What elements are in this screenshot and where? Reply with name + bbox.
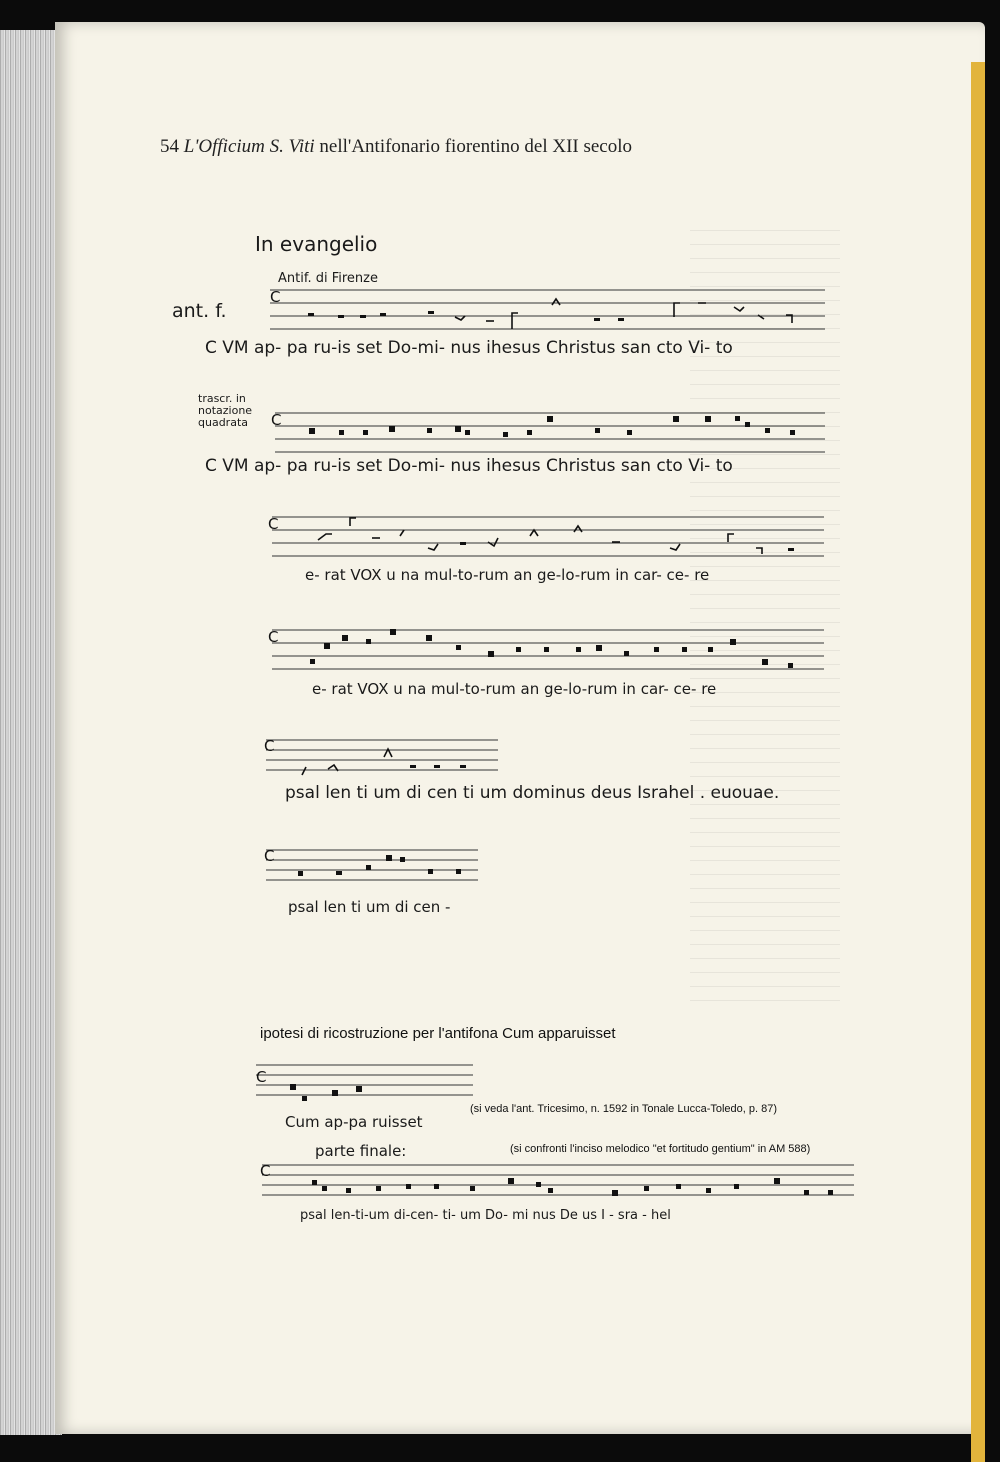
header-title-rest: nell'Antifonario fiorentino del XII secolo bbox=[319, 136, 633, 157]
staff-6 bbox=[262, 845, 482, 890]
lyrics-line-3: e- rat VOX u na mul-to-rum an ge-lo-rum in car- ce- re bbox=[305, 566, 710, 584]
lyrics-line-5: psal len ti um di cen ti um dominus deus Israhel . euouae. bbox=[285, 783, 780, 803]
neumes bbox=[302, 749, 466, 775]
section-heading: In evangelio bbox=[255, 232, 378, 256]
c-clef-icon: C bbox=[270, 288, 281, 306]
square-notes bbox=[290, 1084, 362, 1101]
source-label: Antif. di Firenze bbox=[278, 271, 378, 286]
staff-lines bbox=[272, 517, 824, 556]
next-page-edge bbox=[971, 62, 985, 1462]
c-clef-icon: C bbox=[264, 737, 275, 755]
staff-3 bbox=[262, 512, 830, 562]
c-clef-icon: C bbox=[271, 411, 282, 429]
c-clef-icon: C bbox=[264, 847, 275, 865]
reconstruction-lyric-b: psal len-ti-um di-cen- ti- um Do- mi nus De us I - sra - hel bbox=[300, 1208, 671, 1223]
lyrics-line-2: C VM ap- pa ru-is set Do-mi- nus ihesus Christus san cto Vi- to bbox=[205, 456, 733, 476]
staff-reconstruction-b bbox=[258, 1160, 858, 1208]
header-title-italic: L'Officium S. Viti bbox=[183, 136, 315, 157]
margin-label-line: quadrata bbox=[198, 416, 248, 429]
square-notes bbox=[312, 1178, 833, 1196]
lyrics-line-4: e- rat VOX u na mul-to-rum an ge-lo-rum in car- ce- re bbox=[312, 680, 717, 698]
lyrics-line-6: psal len ti um di cen - bbox=[288, 898, 451, 916]
staff-lines bbox=[256, 1065, 473, 1095]
staff-4 bbox=[262, 625, 830, 677]
c-clef-icon: C bbox=[268, 515, 279, 533]
staff-5 bbox=[262, 735, 502, 780]
staff-1 bbox=[260, 285, 830, 335]
margin-label-antiphon: ant. f. bbox=[172, 300, 227, 322]
square-notes bbox=[310, 629, 793, 668]
reconstruction-lyric-a: Cum ap-pa ruisset bbox=[285, 1113, 423, 1131]
square-notes bbox=[298, 855, 461, 876]
staff-reconstruction-a bbox=[252, 1060, 477, 1108]
page-number: 54 bbox=[160, 136, 179, 157]
margin-label-transcription bbox=[198, 393, 252, 429]
reconstruction-label-b: parte finale: bbox=[315, 1142, 407, 1160]
c-clef-icon: C bbox=[268, 628, 279, 646]
c-clef-icon: C bbox=[260, 1162, 271, 1180]
reconstruction-note-a: (si veda l'ant. Tricesimo, n. 1592 in Tonale Lucca-Toledo, p. 87) bbox=[470, 1103, 778, 1115]
neumes bbox=[318, 518, 794, 554]
margin-label-line: notazione bbox=[198, 404, 253, 417]
running-header bbox=[160, 136, 632, 158]
book-page-edges bbox=[0, 30, 62, 1435]
c-clef-icon: C bbox=[256, 1068, 267, 1086]
margin-label-line: trascr. in bbox=[198, 392, 246, 405]
staff-2 bbox=[265, 408, 830, 460]
lyrics-line-1: C VM ap- pa ru-is set Do-mi- nus ihesus Christus san cto Vi- to bbox=[205, 338, 733, 358]
reconstruction-note-b: (si confronti l'inciso melodico "et fortitudo gentium" in AM 588) bbox=[510, 1143, 811, 1155]
staff-lines bbox=[266, 850, 478, 880]
reconstruction-caption: ipotesi di ricostruzione per l'antifona Cum apparuisset bbox=[260, 1025, 616, 1042]
